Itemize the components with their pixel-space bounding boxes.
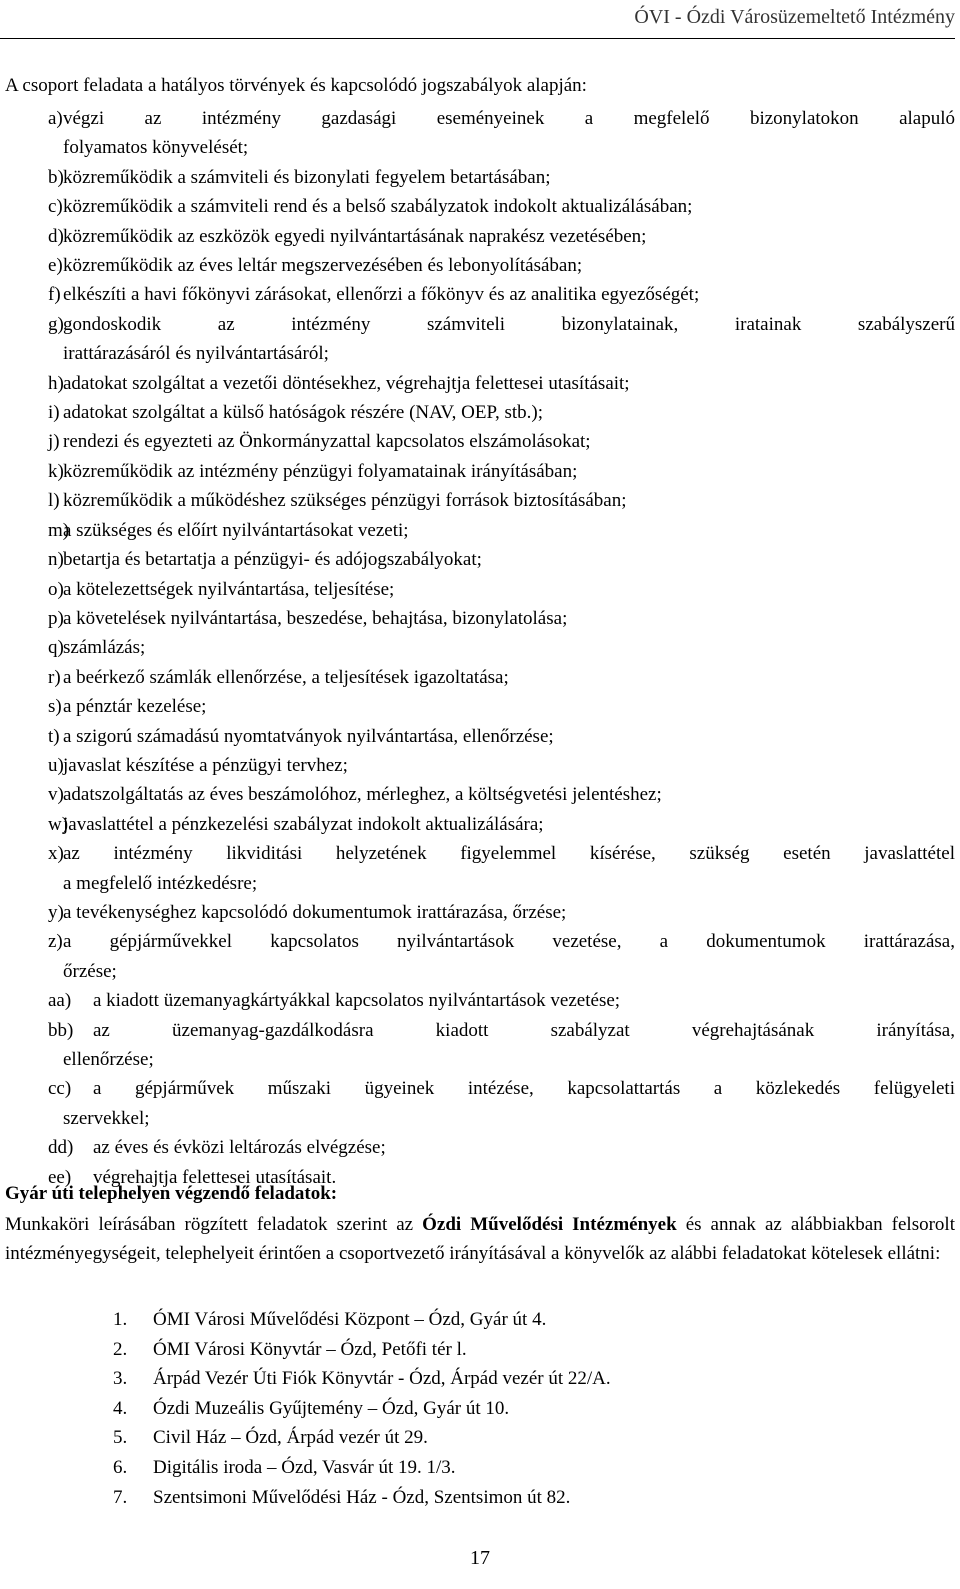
list-item — [0, 575, 955, 604]
list-item — [0, 516, 955, 545]
list-item-text: a kötelezettségek nyilvántartása, teljesítése; — [63, 578, 395, 600]
list-item-label: j) — [48, 431, 60, 453]
site-text: Ózdi Muzeális Gyűjtemény – Ózd, Gyár út 10. — [153, 1397, 510, 1419]
list-item-label: bb) — [48, 1019, 74, 1041]
site-number: 1. — [113, 1309, 128, 1330]
list-item-label: dd) — [48, 1137, 74, 1159]
intro-text-bold: Ózdi Művelődési Intézmények — [422, 1214, 677, 1235]
list-item — [0, 457, 955, 486]
list-item-text: közreműködik a számviteli és bizonylati fegyelem betartásában; — [63, 166, 551, 188]
list-item-label: l) — [48, 490, 60, 512]
list-item — [0, 369, 955, 398]
list-item-label: r) — [48, 666, 61, 688]
list-item-text: betartja és betartatja a pénzügyi- és adójogszabályokat; — [63, 549, 482, 571]
list-item-text: közreműködik az intézmény pénzügyi folyamatainak irányításában; — [63, 460, 578, 482]
list-item-label: a) — [48, 108, 63, 129]
list-item — [0, 1016, 955, 1045]
list-item-label — [0, 869, 63, 898]
site-text: Civil Ház – Ózd, Árpád vezér út 29. — [153, 1427, 428, 1449]
list-item — [0, 192, 955, 221]
list-item — [0, 486, 955, 515]
list-item — [0, 280, 955, 309]
list-item-label: g) — [48, 313, 64, 335]
list-item — [0, 427, 955, 456]
site-number: 6. — [113, 1456, 128, 1478]
list-item-text: a gépjárművek műszaki ügyeinek intézése, kapcsolattartás a közlekedés felügyeleti — [93, 1078, 955, 1100]
list-item-text: elkészíti a havi főkönyvi zárásokat, ellenőrzi a főkönyv és az analitika egyezőségét; — [63, 284, 700, 306]
site-number: 5. — [113, 1427, 128, 1449]
list-item-label: q) — [48, 637, 64, 659]
page-number: 17 — [470, 1547, 490, 1569]
list-item-text: a pénztár kezelése; — [63, 696, 207, 718]
list-item-label — [0, 1045, 63, 1074]
list-item-label: w) — [48, 813, 69, 835]
list-item-label: z) — [48, 931, 63, 953]
list-item-label — [0, 133, 63, 162]
list-item-label: n) — [48, 549, 64, 571]
list-item-text: a megfelelő intézkedésre; — [63, 872, 258, 894]
list-item-label: p) — [48, 607, 64, 629]
list-item — [0, 604, 955, 633]
list-item-text: a kiadott üzemanyagkártyákkal kapcsolatos nyilvántartások vezetése; — [93, 990, 621, 1012]
section-heading: Gyár úti telephelyen végzendő feladatok: — [5, 1183, 338, 1204]
site-number: 7. — [113, 1486, 128, 1508]
site-number: 4. — [113, 1397, 128, 1419]
list-item-text: közreműködik az éves leltár megszervezésében és lebonyolításában; — [63, 255, 583, 277]
list-item-label: t) — [48, 725, 60, 747]
list-item — [0, 1074, 955, 1103]
list-item — [0, 1045, 955, 1074]
site-list-item — [113, 1453, 611, 1483]
list-item-text: folyamatos könyvelését; — [63, 137, 249, 159]
site-list — [113, 1305, 611, 1512]
site-text: Szentsimoni Művelődési Ház - Ózd, Szentsimon út 82. — [153, 1486, 571, 1508]
list-item-label: f) — [48, 284, 61, 306]
list-item-text: az éves és évközi leltározás elvégzése; — [93, 1137, 386, 1159]
site-number: 2. — [113, 1338, 128, 1360]
list-item — [0, 133, 955, 162]
list-item-label — [0, 957, 63, 986]
list-item-text: végzi az intézmény gazdasági eseményeinek a megfelelő bizonylatokon alapuló — [63, 108, 955, 129]
list-item-text: adatokat szolgáltat a vezetői döntésekhez, végrehajtja felettesei utasításait; — [63, 372, 630, 394]
list-item-text: végrehajtja felettesei utasításait. — [93, 1166, 337, 1188]
list-item-label: ee) — [48, 1166, 72, 1188]
list-item — [0, 222, 955, 251]
list-item — [0, 251, 955, 280]
list-item-label: v) — [48, 784, 64, 806]
list-item — [0, 692, 955, 721]
list-item-label: k) — [48, 460, 64, 482]
list-item — [0, 751, 955, 780]
list-item-text: adatszolgáltatás az éves beszámolóhoz, mérleghez, a költségvetési jelentéshez; — [63, 784, 662, 806]
list-item-text: rendezi és egyezteti az Önkormányzattal kapcsolatos elszámolásokat; — [63, 431, 591, 453]
list-item — [0, 839, 955, 868]
list-item-text: javaslat készítése a pénzügyi tervhez; — [63, 754, 348, 776]
list-item — [0, 927, 955, 956]
task-list — [0, 104, 955, 1192]
site-text: ÓMI Városi Művelődési Központ – Ózd, Gyár út 4. — [153, 1309, 547, 1330]
list-item-text: a tevékenységhez kapcsolódó dokumentumok irattárazása, őrzése; — [63, 901, 567, 923]
site-text: Árpád Vezér Úti Fiók Könyvtár - Ózd, Árpád vezér út 22/A. — [153, 1368, 611, 1390]
list-item-label: c) — [48, 196, 63, 218]
list-item-label: s) — [48, 696, 62, 718]
list-item — [0, 163, 955, 192]
list-item-label: h) — [48, 372, 64, 394]
list-item — [0, 545, 955, 574]
intro-line: A csoport feladata a hatályos törvények és kapcsolódó jogszabályok alapján: — [5, 75, 587, 96]
site-list-item — [113, 1423, 611, 1453]
list-item-text: a gépjárművekkel kapcsolatos nyilvántartások vezetése, a dokumentumok irattárazása, — [63, 931, 955, 953]
intro-text-post: és annak az alábbiakban felsorolt intézményegységeit, telephelyeit érintően a csoportvezető irányításával a könyvelők az alábbi feladatokat kötelesek ellátni: — [5, 1214, 955, 1265]
list-item — [0, 780, 955, 809]
list-item — [0, 986, 955, 1015]
list-item-text: számlázás; — [63, 637, 146, 659]
list-item-text: közreműködik a működéshez szükséges pénzügyi források biztosításában; — [63, 490, 627, 512]
list-item-label: y) — [48, 901, 64, 923]
list-item-text: a követelések nyilvántartása, beszedése, behajtása, bizonylatolása; — [63, 607, 568, 629]
site-text: ÓMI Városi Könyvtár – Ózd, Petőfi tér l. — [153, 1338, 467, 1360]
list-item — [0, 633, 955, 662]
site-number: 3. — [113, 1368, 128, 1390]
list-item — [0, 869, 955, 898]
list-item — [0, 104, 955, 133]
list-item — [0, 1104, 955, 1133]
list-item-label: aa) — [48, 990, 72, 1012]
list-item-text: szervekkel; — [63, 1107, 150, 1129]
list-item — [0, 810, 955, 839]
site-list-item — [113, 1305, 611, 1335]
site-text: Digitális iroda – Ózd, Vasvár út 19. 1/3. — [153, 1456, 456, 1478]
list-item-label: b) — [48, 166, 64, 188]
list-item-label: m) — [48, 519, 70, 541]
site-list-item — [113, 1364, 611, 1394]
list-item — [0, 310, 955, 339]
list-item-text: az intézmény likviditási helyzetének figyelemmel kísérése, szükség esetén javaslattétel — [63, 843, 955, 865]
list-item-label: i) — [48, 402, 60, 424]
list-item — [0, 898, 955, 927]
list-item-text: őrzése; — [63, 960, 117, 982]
list-item-label: o) — [48, 578, 64, 600]
site-list-item — [113, 1483, 611, 1513]
list-item — [0, 1133, 955, 1162]
list-item-text: a szigorú számadású nyomtatványok nyilvántartása, ellenőrzése; — [63, 725, 554, 747]
list-item-label: cc) — [48, 1078, 72, 1100]
list-item-label — [0, 1104, 63, 1133]
list-item — [0, 398, 955, 427]
section-intro — [5, 1210, 955, 1269]
list-item-text: irattárazásáról és nyilvántartásáról; — [63, 343, 329, 365]
site-list-item — [113, 1394, 611, 1424]
list-item-text: javaslattétel a pénzkezelési szabályzat indokolt aktualizálására; — [63, 813, 544, 835]
list-item-label: d) — [48, 225, 64, 247]
list-item-label: e) — [48, 255, 63, 277]
intro-text-pre: Munkaköri leírásában rögzített feladatok szerint az — [5, 1214, 423, 1235]
list-item-label: u) — [48, 754, 64, 776]
site-list-item — [113, 1335, 611, 1365]
list-item-text: a beérkező számlák ellenőrzése, a teljesítések igazoltatása; — [63, 666, 509, 688]
list-item-text: a szükséges és előírt nyilvántartásokat vezeti; — [63, 519, 409, 541]
list-item — [0, 722, 955, 751]
list-item-text: gondoskodik az intézmény számviteli bizonylatainak, iratainak szabályszerű — [63, 313, 955, 335]
list-item-text: közreműködik az eszközök egyedi nyilvántartásának naprakész vezetésében; — [63, 225, 647, 247]
page-header — [0, 0, 955, 39]
list-item-label — [0, 339, 63, 368]
list-item-text: ellenőrzése; — [63, 1049, 154, 1070]
list-item-text: az üzemanyag-gazdálkodásra kiadott szabályzat végrehajtásának irányítása, — [93, 1019, 955, 1041]
list-item-text: adatokat szolgáltat a külső hatóságok részére (NAV, OEP, stb.); — [63, 402, 544, 424]
list-item-text: közreműködik a számviteli rend és a belső szabályzatok indokolt aktualizálásában; — [63, 196, 693, 218]
list-item-label: x) — [48, 843, 64, 865]
list-item — [0, 339, 955, 368]
list-item — [0, 957, 955, 986]
list-item — [0, 663, 955, 692]
header-title: ÓVI - Ózdi Városüzemeltető Intézmény — [634, 6, 955, 28]
